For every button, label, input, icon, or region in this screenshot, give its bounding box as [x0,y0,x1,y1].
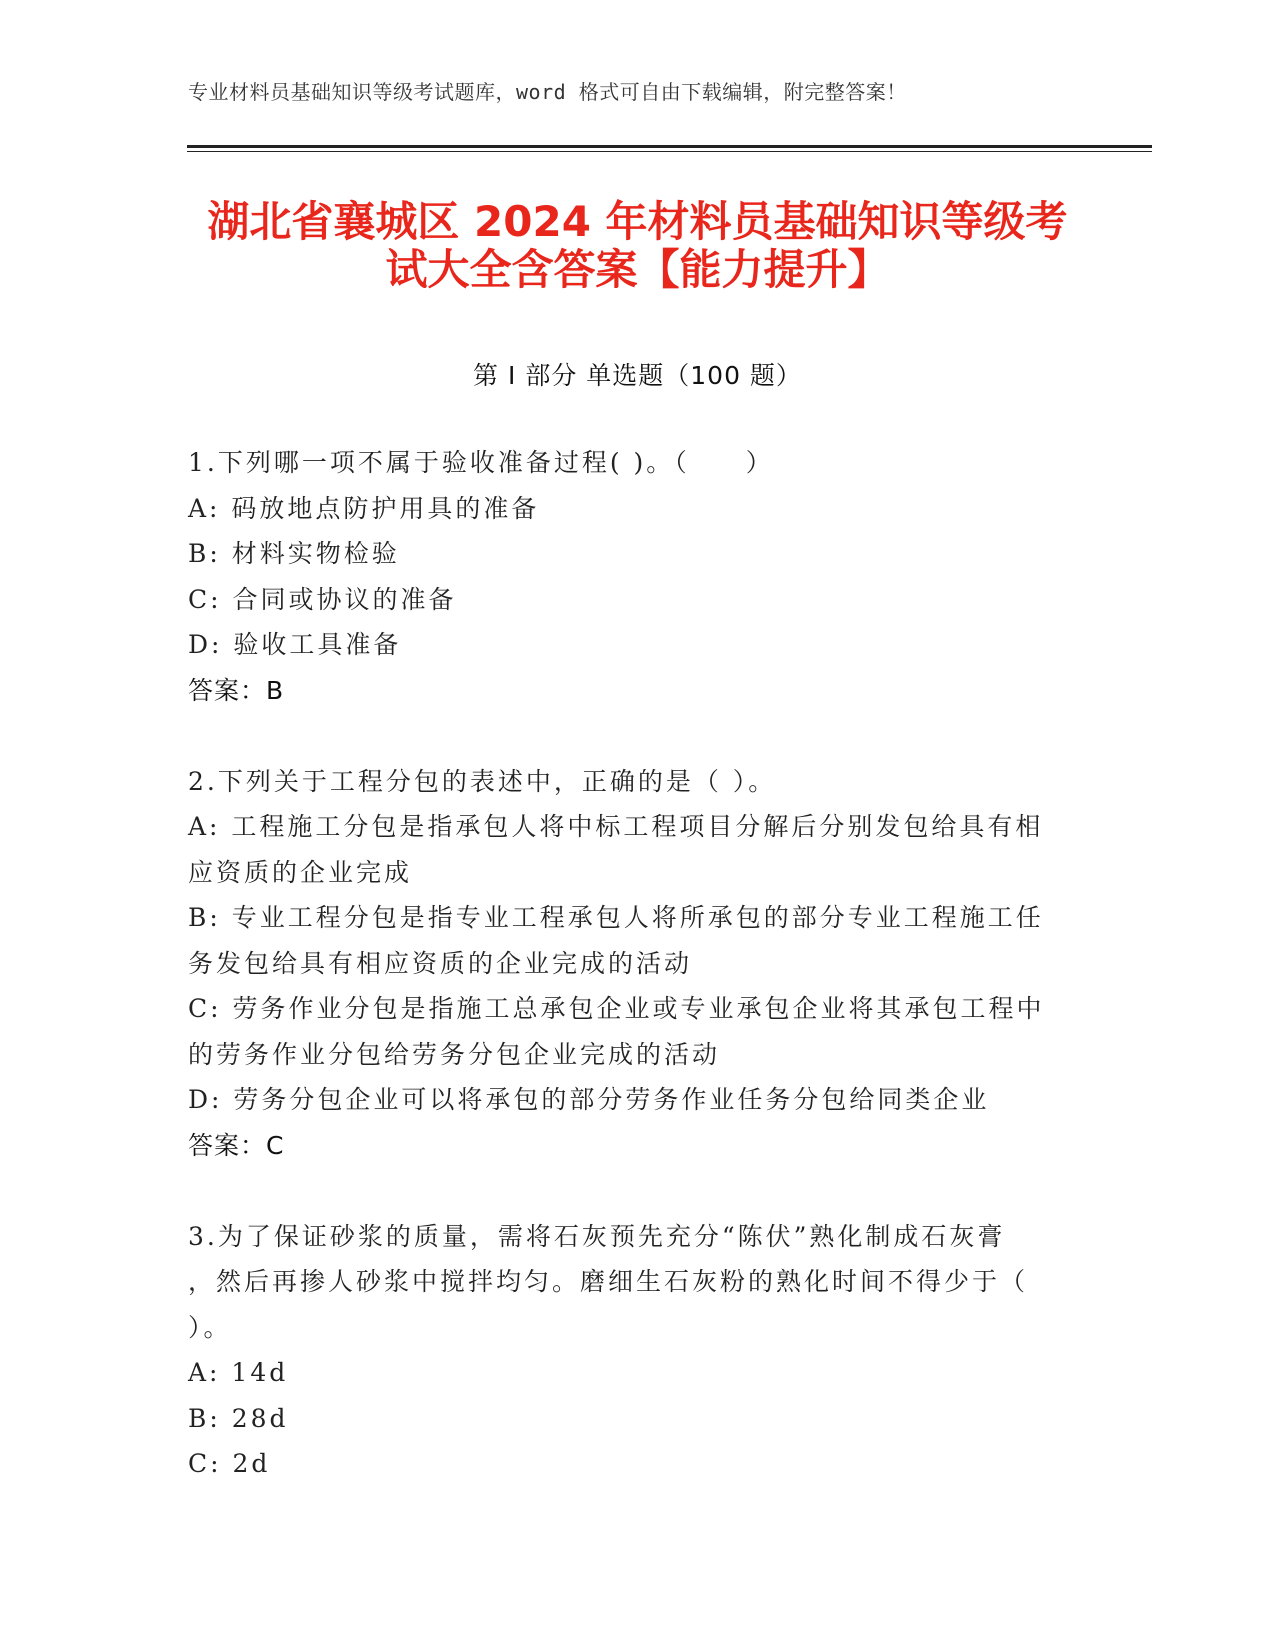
option-a: A: 14d [188,1358,289,1387]
answer: 答案：C [188,1130,285,1160]
header-divider [187,145,1152,148]
question-3 [188,1214,1088,1487]
question-stem-continued: ，然后再掺人砂浆中搅拌均匀。磨细生石灰粉的熟化时间不得少于（ [188,1267,1029,1296]
option-b: B: 材料实物检验 [188,539,400,568]
question-stem: 3.为了保证砂浆的质量，需将石灰预先充分“陈伏”熟化制成石灰膏 [188,1221,1006,1251]
question-1 [188,440,1088,713]
option-a: A: 码放地点防护用具的准备 [188,493,540,523]
option-c: C: 合同或协议的准备 [188,584,457,614]
question-list [188,440,1088,1487]
header-note: 专业材料员基础知识等级考试题库，word 格式可自由下载编辑，附完整答案！ [188,80,907,104]
option-a: A: 工程施工分包是指承包人将中标工程项目分解后分别发包给具有相 [188,812,1044,841]
option-d: D: 劳务分包企业可以将承包的部分劳务作业任务分包给同类企业 [188,1085,990,1114]
question-2 [188,759,1088,1169]
section-heading: 第 I 部分 单选题（100 题） [473,361,802,390]
question-stem-continued: ）。 [188,1312,232,1342]
answer: 答案：B [188,675,285,705]
option-b-continued: 务发包给具有相应资质的企业完成的活动 [188,948,693,978]
question-stem: 1.下列哪一项不属于验收准备过程( )。（ ） [188,448,774,477]
option-a-continued: 应资质的企业完成 [188,857,413,887]
title-line-2: 试大全含答案【能力提升】 [385,245,890,294]
option-b: B: 28d [188,1403,289,1433]
option-c-continued: 的劳务作业分包给劳务分包企业完成的活动 [188,1039,721,1069]
question-stem: 2.下列关于工程分包的表述中，正确的是（ ）。 [188,766,777,796]
option-c: C: 2d [188,1449,271,1478]
document-title [150,198,1125,294]
header-divider-thin [187,151,1152,152]
option-c: C: 劳务作业分包是指施工总承包企业或专业承包企业将其承包工程中 [188,994,1045,1023]
title-line-1: 湖北省襄城区 2024 年材料员基础知识等级考 [207,197,1068,246]
option-d: D: 验收工具准备 [188,630,402,659]
option-b: B: 专业工程分包是指专业工程承包人将所承包的部分专业工程施工任 [188,903,1044,932]
